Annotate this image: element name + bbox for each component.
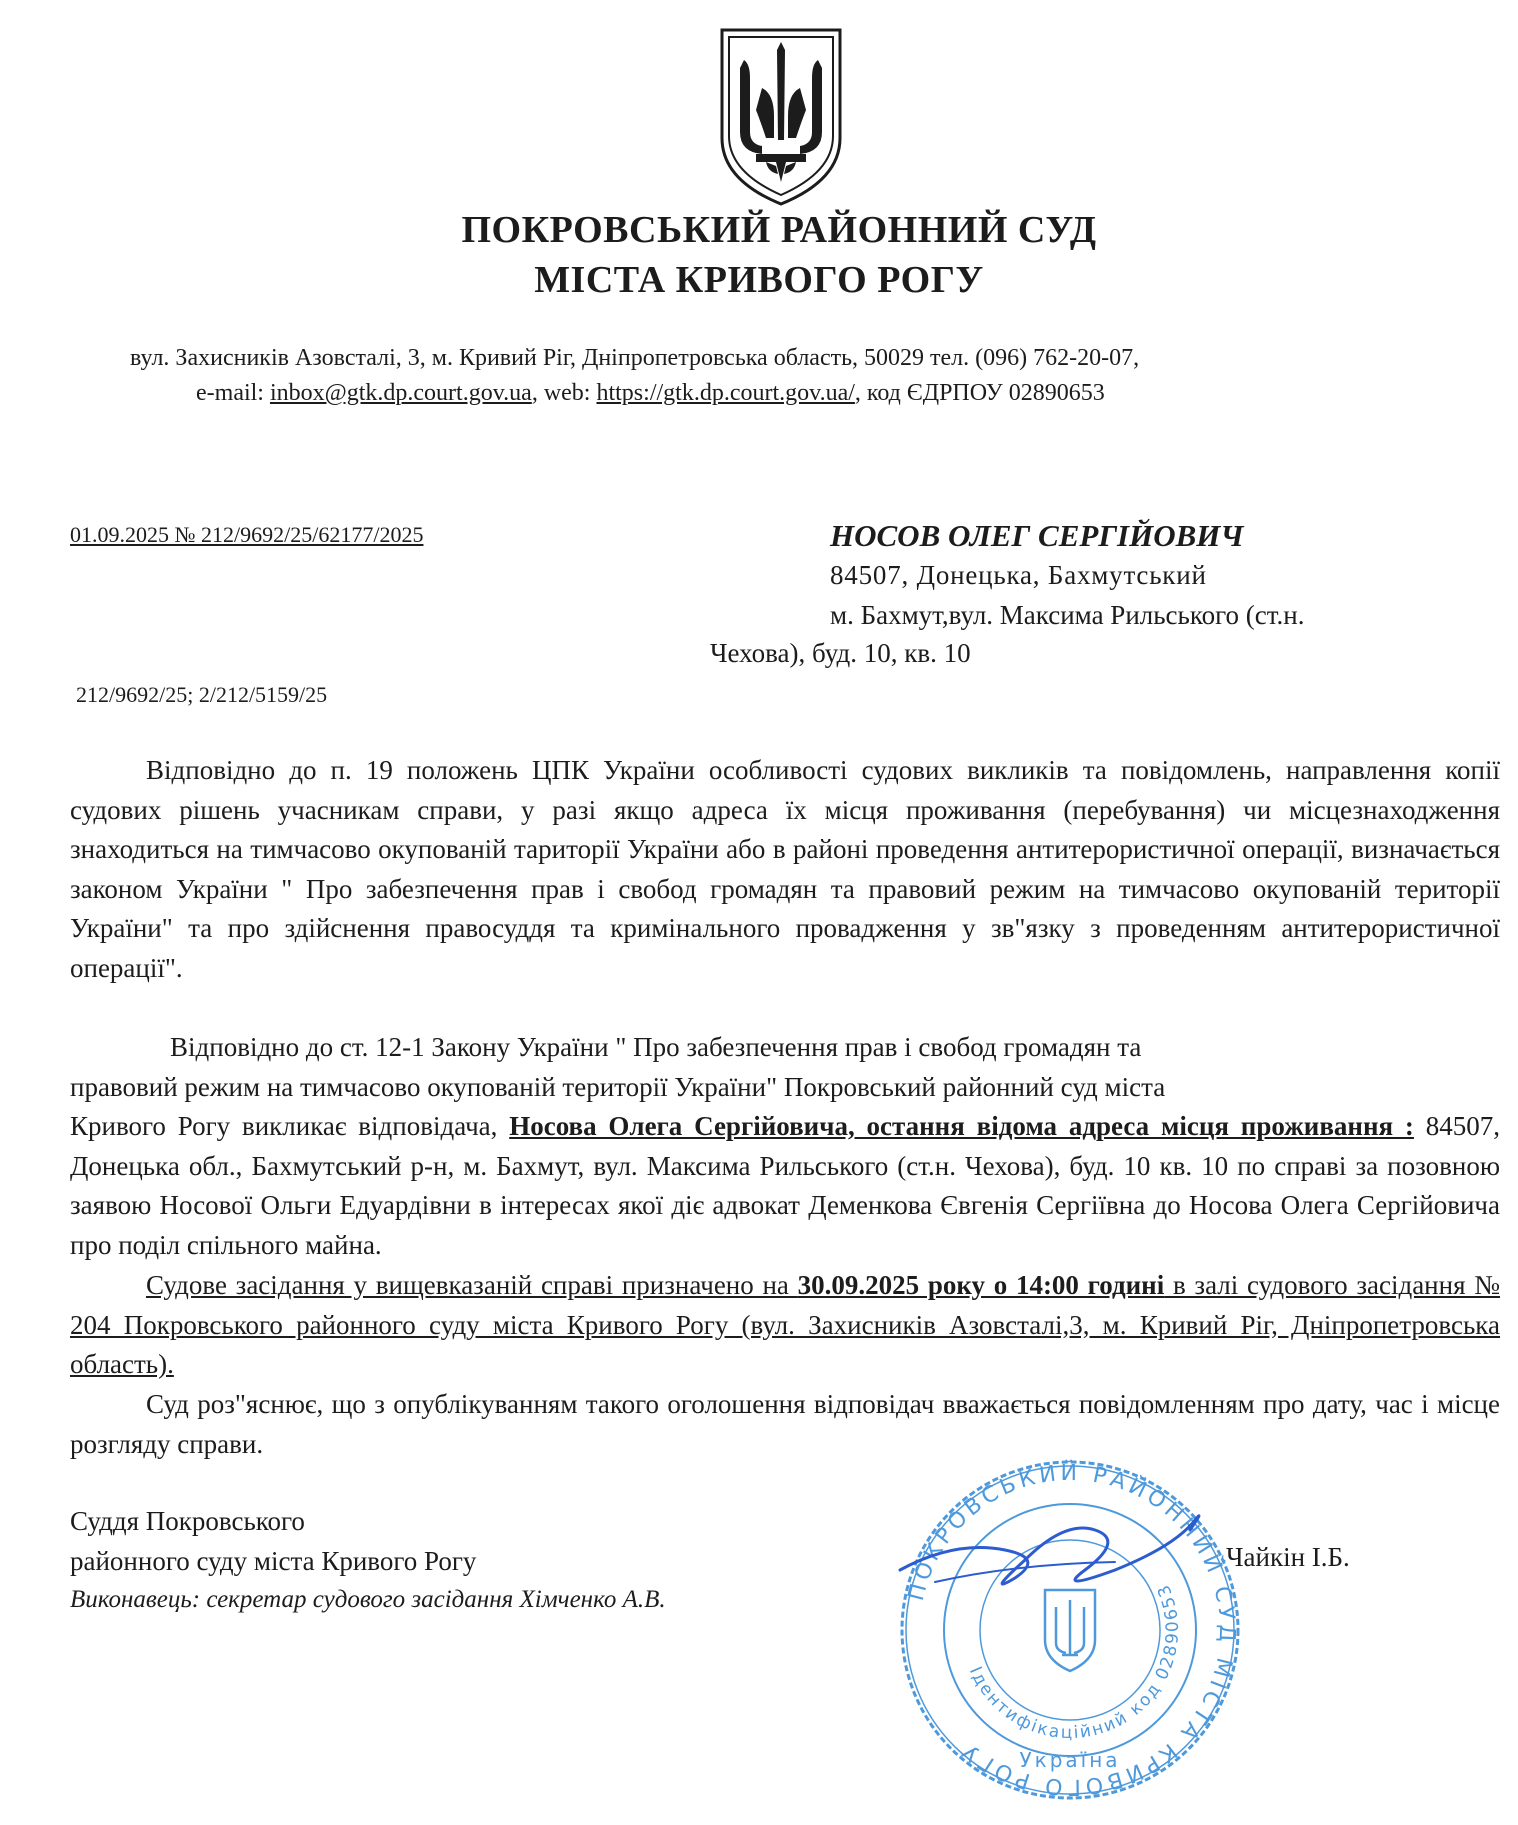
hearing-start: Судове засідання у вищевказаній справі призначено на xyxy=(146,1270,798,1300)
trident-emblem-icon xyxy=(716,20,846,210)
summons-line1: Відповідно до ст. 12-1 Закону України " Про забезпечення прав і свобод громадян та xyxy=(170,1032,1142,1062)
edrpou-code: , код ЄДРПОУ 02890653 xyxy=(854,380,1105,406)
stamp-country: Україна xyxy=(1019,1748,1121,1772)
web-link[interactable]: https://gtk.dp.court.gov.ua/ xyxy=(596,380,855,406)
paragraph-notice: Суд роз"яснює, що з опублікуванням такого оголошення відповідач вважається повідомленням про дату, час і місце розгляду справи. xyxy=(70,1389,1500,1459)
email-link[interactable]: inbox@gtk.dp.court.gov.ua xyxy=(269,380,532,406)
stamp-outer-text: ПОКРОВСЬКИЙ РАЙОННИЙ СУД МІСТА КРИВОГО РОГУ xyxy=(903,1460,1240,1800)
defendant-name: Носова Олега Сергійовича, остання відома адреса місця проживання : xyxy=(509,1111,1414,1141)
summons-details: 84507, Донецька обл., Бахмутський р-н, м. Бахмут, вул. Максима Рильського (ст.н. Чехова), буд. 10 кв. 10 по справі за позовною заявою Носової Ольги Едуардівни в інтересах якої діє адвокат Деменкова Євгенія Сергіївна до Носова Олега Сергійовича про поділ спільного майна. xyxy=(70,1111,1500,1260)
court-name-line1: ПОКРОВСЬКИЙ РАЙОННИЙ СУД xyxy=(461,209,1097,251)
executor: Виконавець: секретар судового засідання Хімченко А.В. xyxy=(70,1586,666,1613)
paragraph-hearing xyxy=(70,1266,1500,1385)
judge-title-line1: Суддя Покровського xyxy=(70,1506,305,1536)
hearing-datetime: 30.09.2025 року о 14:00 годині xyxy=(797,1270,1165,1300)
summons-start: Кривого Рогу викликає відповідача, xyxy=(70,1111,510,1141)
judge-name: Чайкін І.Б. xyxy=(1226,1542,1350,1572)
court-name-line2: МІСТА КРИВОГО РОГУ xyxy=(534,259,984,301)
email-label: e-mail: xyxy=(196,380,270,406)
summons-line2: правовий режим на тимчасово окупованій території України" Покровський районний суд міста xyxy=(70,1071,1166,1102)
paragraph-legal-basis: Відповідно до п. 19 положень ЦПК України особливості судових викликів та повідомлень, направлення копії судових рішень учасникам справи, у разі якщо адреса їх місця проживання (перебування) чи місцезнаходження знаходиться на тимчасово окупованій тариторії України або в районі проведення антитерористичної операції, визначається законом України " Про забезпечення прав і свобод громадян та правовий режим на тимчасово окупованій території України" та про здійснення правосуддя та кримінального провадження у зв"язку з проведенням антитерористичної операції". xyxy=(70,755,1500,983)
handwritten-signature xyxy=(895,1500,1235,1610)
recipient-address-line1: 84507, Донецька, Бахмутський xyxy=(830,560,1207,590)
court-address: вул. Захисників Азовсталі, 3, м. Кривий Ріг, Дніпропетровська область, 50029 тел. (096) 762-20-07, xyxy=(130,345,1140,371)
case-reference: 212/9692/25; 2/212/5159/25 xyxy=(76,682,328,707)
registration-number: 01.09.2025 № 212/9692/25/62177/2025 xyxy=(70,522,424,547)
stamp-inner-text: Ідентифікаційний код 02890653 xyxy=(964,1580,1184,1744)
recipient-address-line2: м. Бахмут,вул. Максима Рильського (ст.н. xyxy=(830,600,1305,630)
web-label: , web: xyxy=(531,380,597,406)
recipient-address-line3: Чехова), буд. 10, кв. 10 xyxy=(710,638,971,668)
judge-title-line2: районного суду міста Кривого Рогу xyxy=(70,1546,477,1576)
court-contacts xyxy=(196,380,1105,407)
paragraph-summons xyxy=(70,1028,1500,1265)
recipient-name: НОСОВ ОЛЕГ СЕРГІЙОВИЧ xyxy=(830,518,1244,553)
hearing-place: в залі судового засідання № 204 Покровського районного суду міста Кривого Рогу (вул. Захисників Азовсталі,3, м. Кривий Ріг, Дніпропетровська область). xyxy=(70,1270,1500,1379)
